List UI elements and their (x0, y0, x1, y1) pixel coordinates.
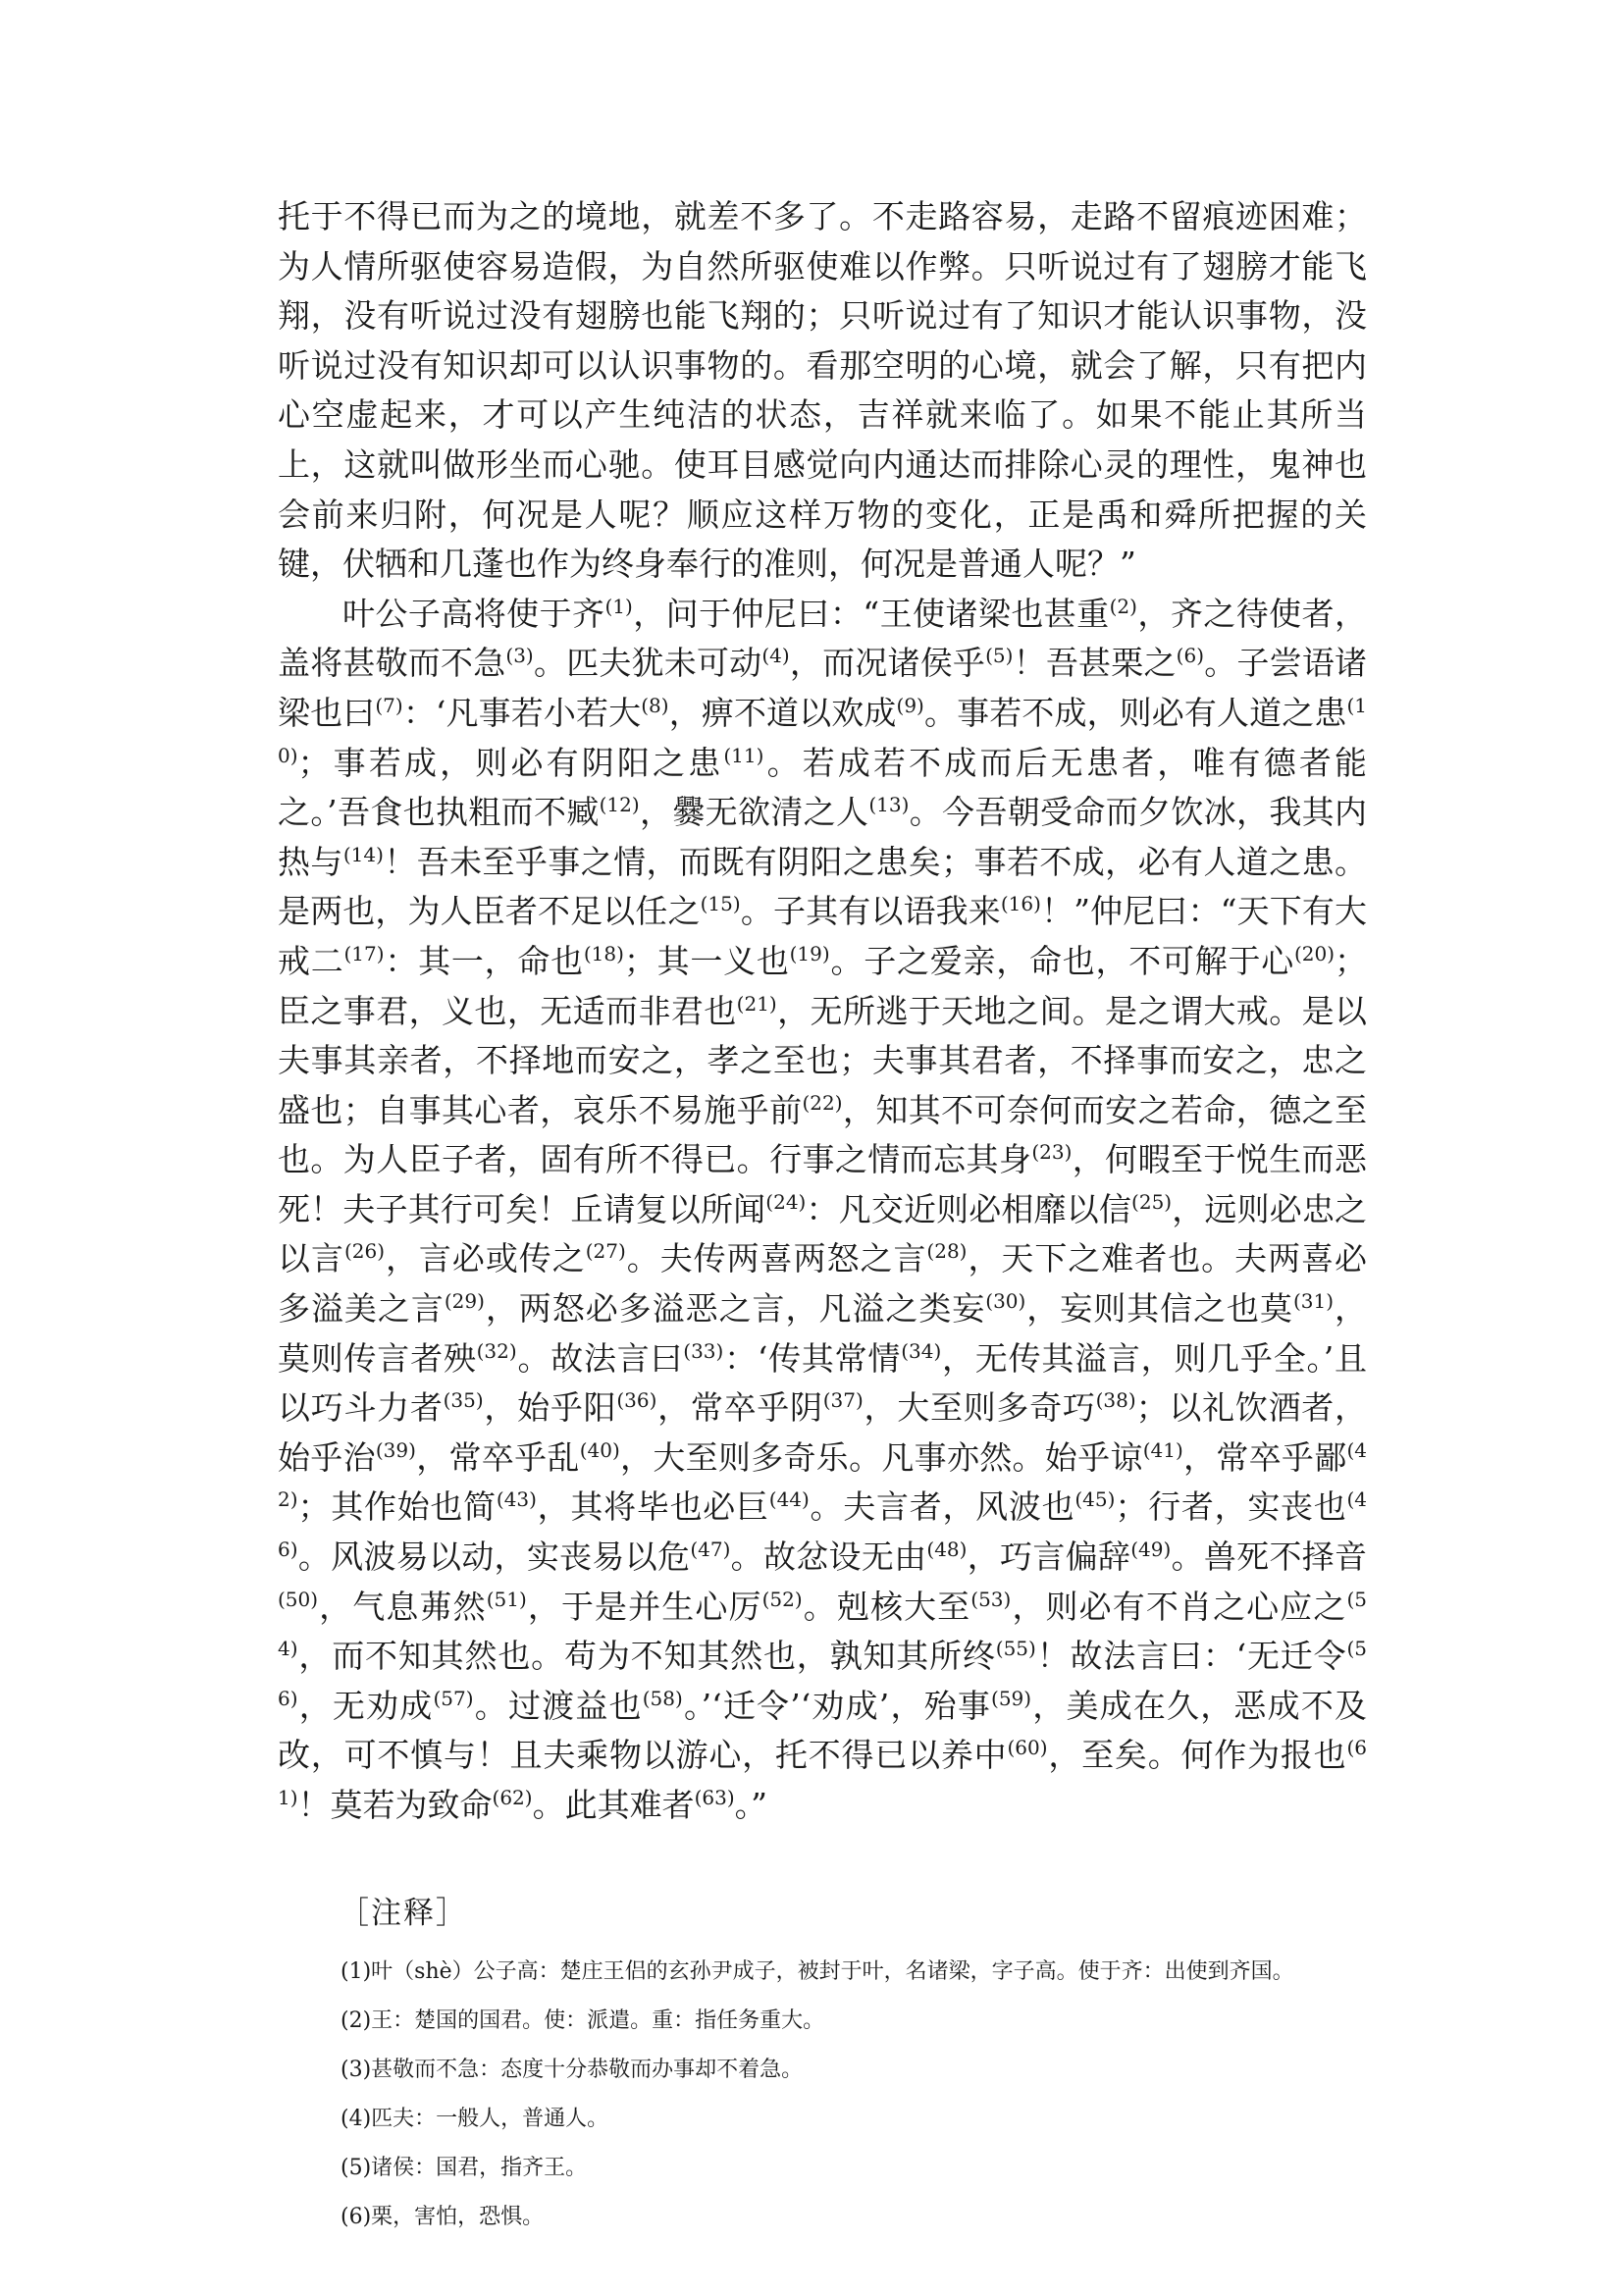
text-segment: ，大至则多奇巧 (863, 1388, 1096, 1428)
text-segment: 。夫言者，风波也 (809, 1487, 1075, 1527)
text-segment: ，何暇至于悦生而恶死！夫子其行可矣！丘请复以所闻 (278, 1140, 1368, 1228)
footnote-marker: (18) (583, 941, 624, 965)
text-segment: 。剋核大至 (802, 1587, 971, 1626)
footnote-marker: (46) (278, 1487, 1368, 1562)
footnote-marker: (3) (505, 644, 534, 668)
footnote-marker: (14) (342, 842, 384, 866)
footnote-marker: (30) (985, 1289, 1026, 1314)
footnote-marker: (58) (642, 1686, 683, 1710)
text-segment: ，美成在久，恶成不及改，可不慎与！且夫乘物以游心，托不得已以养中 (278, 1686, 1368, 1775)
footnote-marker: (43) (496, 1487, 537, 1512)
footnote-marker: (34) (901, 1338, 942, 1363)
text-segment: 。风波易以动，实丧易以危 (297, 1538, 691, 1577)
text-segment: ！莫若为致命 (297, 1786, 493, 1824)
paragraph-2 (278, 590, 1367, 1831)
footnote-marker: (23) (1031, 1140, 1073, 1165)
notes-heading: ［注释］ (339, 1895, 468, 1931)
footnote-marker: (25) (1131, 1189, 1173, 1214)
notes-list (278, 1955, 1367, 2235)
text-segment: 。子其有以语我来 (740, 892, 1001, 931)
footnote-marker: (19) (789, 941, 830, 965)
text-segment: 。事若不成，则必有人道之患 (923, 693, 1347, 732)
note-item: (2)王：楚国的国君。使：派遣。重：指任务重大。 (341, 2007, 825, 2033)
footnote-marker: (38) (1095, 1388, 1136, 1413)
text-segment: ，言必或传之 (385, 1239, 586, 1278)
footnote-marker: (6) (1176, 644, 1205, 668)
text-segment: ，大至则多奇乐。凡事亦然。始乎谅 (619, 1437, 1143, 1477)
footnote-marker: (29) (444, 1289, 485, 1314)
text-segment: ，妄则其信之也莫 (1025, 1289, 1293, 1329)
footnote-marker: (24) (765, 1189, 807, 1214)
text-segment: ，而不知其然也。苟为不知其然也，孰知其所终 (297, 1637, 996, 1676)
text-segment: ，无传其溢言，则几乎全。’且以巧斗力者 (278, 1338, 1367, 1428)
footnote-marker: (11) (723, 743, 764, 767)
footnote-marker: (8) (641, 693, 669, 717)
footnote-marker: (21) (736, 991, 777, 1016)
footnote-marker: (17) (343, 941, 385, 965)
text-segment: ！吾未至乎事之情，而既有阴阳之患矣；事若不成，必有人道之患。是两也，为人臣者不足以任之 (278, 842, 1368, 931)
footnote-marker: (2) (1109, 594, 1137, 618)
text-segment: ，于是并生心厉 (526, 1587, 762, 1626)
footnote-marker: (50) (278, 1587, 319, 1611)
footnote-marker: (4) (761, 644, 790, 668)
note-item: (3)甚敬而不急：态度十分恭敬而办事却不着急。 (341, 2057, 804, 2082)
text-segment: ！吾甚栗之 (1013, 644, 1177, 683)
text-segment: ，巧言偏辞 (967, 1538, 1131, 1577)
footnote-marker: (20) (1293, 941, 1335, 965)
note-item: (6)栗，害怕，恐惧。 (341, 2204, 545, 2229)
paragraph-1: 托于不得已而为之的境地，就差不多了。不走路容易，走路不留痕迹困难；为人情所驱使容易造假，为自然所驱使难以作弊。只听说过有了翅膀才能飞翔，没有听说过没有翅膀也能飞翔的；只听说过有了知识才能认识事物，没听说过没有知识却可以认识事物的。看那空明的心境，就会了解，只有把内心空虚起来，才可以产生纯洁的状态，吉祥就来临了。如果不能止其所当上，这就叫做形坐而心驰。使耳目感觉向内通达而排除心灵的理性，鬼神也会前来归附，何况是人呢？顺应这样万物的变化，正是禹和舜所把握的关键，伏牺和几蓬也作为终身奉行的准则，何况是普通人呢？” (278, 197, 1367, 584)
text-segment: 。此其难者 (532, 1786, 695, 1824)
footnote-marker: (39) (375, 1437, 416, 1462)
text-segment: ，常卒乎鄙 (1182, 1437, 1347, 1477)
text-segment: ，远则必忠之以言 (278, 1189, 1368, 1278)
text-segment: ！故法言曰：‘无迁令 (1035, 1637, 1347, 1676)
text-segment: ：‘凡事若小若大 (402, 693, 642, 732)
footnote-marker: (52) (761, 1587, 803, 1611)
footnote-marker: (42) (278, 1437, 1368, 1512)
text-segment: ；事若成，则必有阴阳之患 (297, 743, 724, 782)
text-segment: 。故法言曰 (516, 1338, 684, 1378)
footnote-marker: (40) (579, 1437, 620, 1462)
text-segment: ，常卒乎阴 (656, 1388, 823, 1428)
footnote-marker: (48) (926, 1538, 968, 1562)
text-segment: ，则必有不肖之心应之 (1011, 1587, 1347, 1626)
footnote-marker: (33) (683, 1338, 724, 1363)
text-segment: ，问于仲尼曰：“王使诸梁也甚重 (632, 594, 1110, 633)
note-item: (5)诸侯：国君，指齐王。 (341, 2155, 588, 2180)
text-segment: ，无所逃于天地之间。是之谓大戒。是以夫事其亲者，不择地而安之，孝之至也；夫事其君者，不择事而安之，忠之盛也；自事其心者，哀乐不易施乎前 (278, 991, 1368, 1129)
text-segment: ，齐之待使者，盖将甚敬而不急 (278, 594, 1368, 683)
text-segment: ：‘传其常情 (723, 1338, 902, 1378)
footnote-marker: (13) (868, 793, 910, 817)
footnote-marker: (35) (443, 1388, 484, 1413)
footnote-marker: (51) (486, 1587, 527, 1611)
text-segment: ，两怒必多溢恶之言，凡溢之类妄 (484, 1289, 986, 1329)
text-segment: 。故忿设无由 (730, 1538, 927, 1577)
footnote-marker: (36) (616, 1388, 657, 1413)
text-segment: ！”仲尼曰：“天下有大戒二 (278, 892, 1367, 980)
footnote-marker: (49) (1130, 1538, 1172, 1562)
text-segment: 。” (734, 1786, 768, 1824)
footnote-marker: (26) (343, 1239, 385, 1264)
footnote-marker: (12) (599, 793, 640, 817)
document-page (278, 192, 1367, 2249)
text-segment: ，其将毕也必巨 (536, 1487, 769, 1527)
note-item: (1)叶（shè）公子高：楚庄王侣的玄孙尹成子，被封于叶，名诸梁，字子高。使于齐：出使到齐国。 (341, 1958, 1294, 1984)
text-segment: ；其一义也 (623, 941, 790, 980)
text-segment: ，常卒乎乱 (415, 1437, 580, 1477)
footnote-marker: (22) (802, 1090, 843, 1115)
footnote-marker: (5) (985, 644, 1014, 668)
footnote-marker: (59) (991, 1686, 1032, 1710)
text-segment: 。夫传两喜两怒之言 (625, 1239, 927, 1278)
text-segment: ，始乎阳 (483, 1388, 617, 1428)
footnote-marker: (56) (278, 1637, 1367, 1710)
text-segment: 。子尝语诸梁也曰 (278, 644, 1368, 732)
text-segment: ：凡交近则必相靡以信 (806, 1189, 1132, 1228)
text-segment: ，莫则传言者殃 (278, 1289, 1368, 1378)
text-segment: ，痹不道以欢成 (668, 693, 897, 732)
footnote-marker: (32) (476, 1338, 517, 1363)
text-segment: ；臣之事君，义也，无适而非君也 (278, 941, 1367, 1030)
main-text (278, 192, 1367, 1831)
text-segment: ，气息茀然 (318, 1587, 487, 1626)
footnote-marker: (7) (375, 693, 403, 717)
footnote-marker: (28) (926, 1239, 968, 1264)
footnote-marker: (44) (768, 1487, 810, 1512)
footnote-marker: (1) (604, 594, 633, 618)
footnote-marker: (47) (690, 1538, 731, 1562)
footnote-marker: (54) (278, 1587, 1368, 1661)
footnote-marker: (61) (278, 1736, 1368, 1809)
footnote-marker: (16) (1000, 892, 1041, 916)
text-segment: 。若成若不成而后无患者，唯有德者能之。’吾食也执粗而不臧 (278, 743, 1368, 832)
footnote-marker: (62) (492, 1786, 533, 1809)
footnote-marker: (57) (433, 1686, 474, 1710)
footnote-marker: (41) (1142, 1437, 1183, 1462)
text-segment: ，至矣。何作为报也 (1047, 1736, 1347, 1775)
text-segment: 。匹夫犹未可动 (533, 644, 762, 683)
text-segment: 。’‘迁令’‘劝成’，殆事 (682, 1686, 992, 1725)
footnote-marker: (37) (822, 1388, 864, 1413)
text-segment: ；以礼饮酒者，始乎治 (278, 1388, 1368, 1477)
footnote-marker: (15) (700, 892, 741, 916)
text-segment: ，而况诸侯乎 (789, 644, 986, 683)
text-segment: 。子之爱亲，命也，不可解于心 (829, 941, 1294, 980)
text-segment: 叶公子高将使于齐 (342, 594, 605, 633)
footnote-marker: (45) (1074, 1487, 1116, 1512)
footnote-marker: (55) (995, 1637, 1036, 1661)
text-segment: 。今吾朝受命而夕饮冰，我其内热与 (278, 793, 1368, 881)
footnote-marker: (63) (694, 1786, 735, 1809)
text-segment: 。兽死不择音 (1171, 1538, 1368, 1577)
footnote-marker: (10) (278, 693, 1368, 767)
text-segment: ；行者，实丧也 (1115, 1487, 1347, 1527)
text-segment: ，知其不可奈何而安之若命，德之至也。为人臣子者，固有所不得已。行事之情而忘其身 (278, 1090, 1367, 1179)
text-segment: ；其作始也简 (297, 1487, 497, 1527)
footnote-marker: (27) (585, 1239, 626, 1264)
text-segment: ，无劝成 (297, 1686, 434, 1725)
footnote-marker: (31) (1292, 1289, 1335, 1314)
note-item: (4)匹夫：一般人，普通人。 (341, 2106, 609, 2131)
text-segment: ，天下之难者也。夫两喜必多溢美之言 (278, 1239, 1368, 1329)
footnote-marker: (60) (1007, 1736, 1048, 1760)
text-segment: ，爨无欲清之人 (639, 793, 869, 832)
text-segment: 。过渡益也 (473, 1686, 643, 1725)
text-segment: ：其一，命也 (384, 941, 584, 980)
footnote-marker: (53) (970, 1587, 1012, 1611)
footnote-marker: (9) (896, 693, 924, 717)
